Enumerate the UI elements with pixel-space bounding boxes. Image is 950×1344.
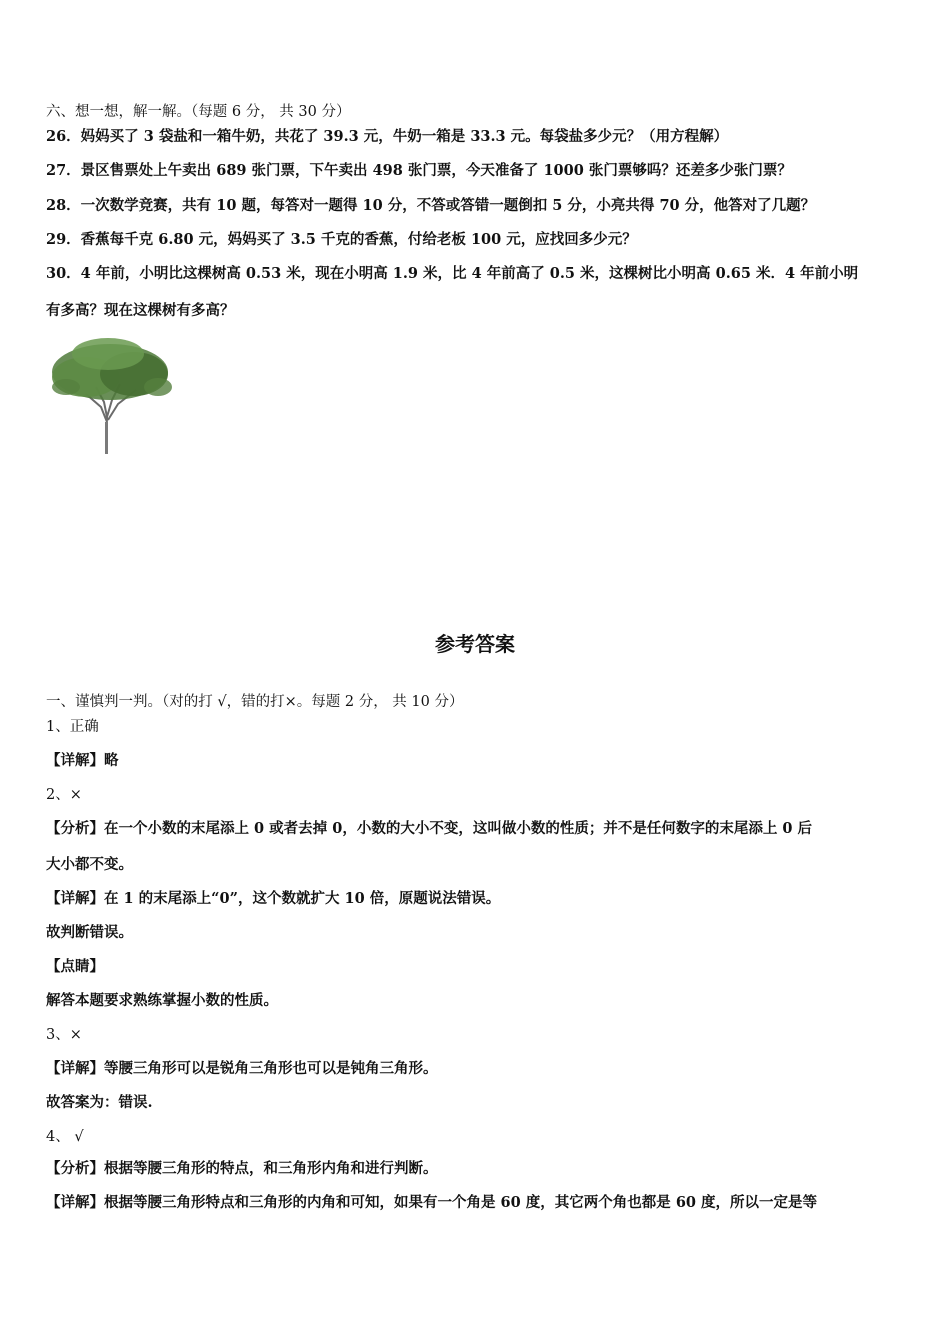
question-29: 29．香蕉每千克 6.80 元，妈妈买了 3.5 千克的香蕉，付给老板 100 元，应找回多少元？ bbox=[46, 231, 637, 248]
answer-3: 3、× bbox=[46, 1027, 82, 1043]
answers-title: 参考答案 bbox=[435, 632, 515, 656]
answer-1-detail: 【详解】略 bbox=[46, 752, 119, 769]
answer-4: 4、 √ bbox=[46, 1129, 84, 1145]
question-28: 28．一次数学竞赛，共有 10 题，每答对一题得 10 分，不答或答错一题倒扣 5 分，小亮共得 70 分，他答对了几题？ bbox=[46, 197, 816, 214]
answer-3-conclusion: 故答案为：错误. bbox=[46, 1094, 153, 1111]
answer-2-analysis-line1: 【分析】在一个小数的末尾添上 0 或者去掉 0，小数的大小不变，这叫做小数的性质；并不是任何数字的末尾添上 0 后 bbox=[46, 820, 813, 837]
tree-illustration bbox=[46, 332, 176, 457]
answer-2-conclusion: 故判断错误。 bbox=[46, 924, 133, 941]
question-30-line1: 30．4 年前，小明比这棵树高 0.53 米，现在小明高 1.9 米，比 4 年前高了 0.5 米，这棵树比小明高 0.65 米．4 年前小明 bbox=[46, 265, 859, 282]
question-30-line2: 有多高？现在这棵树有多高？ bbox=[46, 302, 235, 319]
answer-2: 2、× bbox=[46, 787, 82, 803]
question-26: 26．妈妈买了 3 袋盐和一箱牛奶，共花了 39.3 元，牛奶一箱是 33.3 元。每袋盐多少元？（用方程解） bbox=[46, 128, 729, 145]
answer-1: 1、正确 bbox=[46, 719, 99, 735]
answers-section1-title: 一、谨慎判一判。（对的打 √，错的打×。每题 2 分， 共 10 分） bbox=[46, 694, 464, 710]
answer-3-detail: 【详解】等腰三角形可以是锐角三角形也可以是钝角三角形。 bbox=[46, 1060, 438, 1077]
answer-2-tip-label: 【点睛】 bbox=[46, 958, 104, 975]
tree-canopy bbox=[52, 338, 172, 400]
answer-4-detail: 【详解】根据等腰三角形特点和三角形的内角和可知，如果有一个角是 60 度，其它两个角也都是 60 度，所以一定是等 bbox=[46, 1194, 818, 1211]
answer-2-detail: 【详解】在 1 的末尾添上“0”，这个数就扩大 10 倍，原题说法错误。 bbox=[46, 890, 501, 907]
question-27: 27．景区售票处上午卖出 689 张门票，下午卖出 498 张门票，今天准备了 1000 张门票够吗？还差多少张门票？ bbox=[46, 162, 792, 179]
answer-4-analysis: 【分析】根据等腰三角形的特点，和三角形内角和进行判断。 bbox=[46, 1160, 438, 1177]
section6-title: 六、想一想，解一解。（每题 6 分， 共 30 分） bbox=[46, 104, 351, 120]
answer-2-analysis-line2: 大小都不变。 bbox=[46, 856, 133, 873]
answer-2-tip: 解答本题要求熟练掌握小数的性质。 bbox=[46, 992, 278, 1009]
